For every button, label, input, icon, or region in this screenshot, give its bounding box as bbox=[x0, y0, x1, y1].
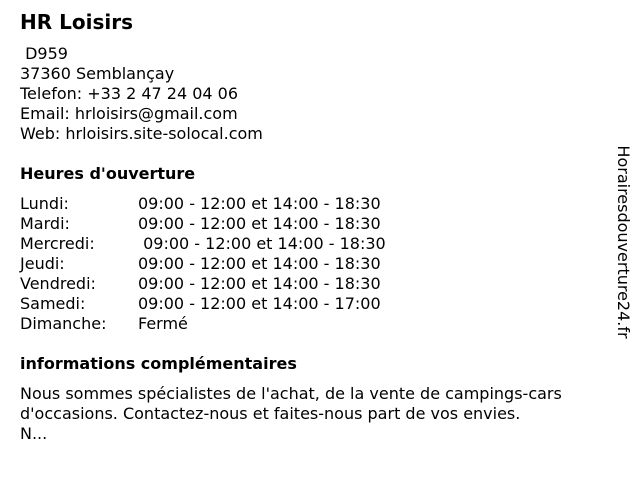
time-range: 09:00 - 12:00 et 14:00 - 18:30 bbox=[138, 194, 381, 213]
time-range: 09:00 - 12:00 et 14:00 - 18:30 bbox=[138, 274, 381, 293]
hours-row-saturday bbox=[20, 294, 610, 314]
hours-row-monday bbox=[20, 194, 610, 214]
business-card bbox=[20, 10, 610, 444]
additional-info-title: informations complémentaires bbox=[20, 354, 297, 373]
website-text: Web: hrloisirs.site-solocal.com bbox=[20, 124, 263, 143]
hours-row-tuesday bbox=[20, 214, 610, 234]
day-label: Jeudi: bbox=[20, 254, 65, 273]
time-range: 09:00 - 12:00 et 14:00 - 17:00 bbox=[138, 294, 381, 313]
day-label: Dimanche: bbox=[20, 314, 107, 333]
day-label: Samedi: bbox=[20, 294, 86, 313]
hours-row-sunday bbox=[20, 314, 610, 334]
hours-row-wednesday bbox=[20, 234, 610, 254]
hours-row-friday bbox=[20, 274, 610, 294]
hours-row-thursday bbox=[20, 254, 610, 274]
opening-hours-list bbox=[20, 194, 610, 334]
day-label: Mardi: bbox=[20, 214, 70, 233]
additional-info-text: Nous sommes spécialistes de l'achat, de la vente de campings-cars d'occasions. Contactez-nous et faites-nous part de vos envies. N... bbox=[20, 384, 562, 443]
time-range: 09:00 - 12:00 et 14:00 - 18:30 bbox=[138, 254, 381, 273]
day-label: Lundi: bbox=[20, 194, 69, 213]
day-label: Mercredi: bbox=[20, 234, 95, 253]
time-range: 09:00 - 12:00 et 14:00 - 18:30 bbox=[138, 234, 386, 253]
brand-watermark: Horairesdouverture24.fr bbox=[614, 145, 633, 339]
email-text: Email: hrloisirs@gmail.com bbox=[20, 104, 238, 123]
business-name: HR Loisirs bbox=[20, 10, 133, 34]
phone-text: Telefon: +33 2 47 24 04 06 bbox=[20, 84, 239, 103]
day-label: Vendredi: bbox=[20, 274, 96, 293]
time-range: Fermé bbox=[138, 314, 188, 333]
opening-hours-title: Heures d'ouverture bbox=[20, 164, 196, 183]
address-line-2: 37360 Semblançay bbox=[20, 64, 175, 83]
address-line-1: D959 bbox=[20, 44, 68, 63]
time-range: 09:00 - 12:00 et 14:00 - 18:30 bbox=[138, 214, 381, 233]
